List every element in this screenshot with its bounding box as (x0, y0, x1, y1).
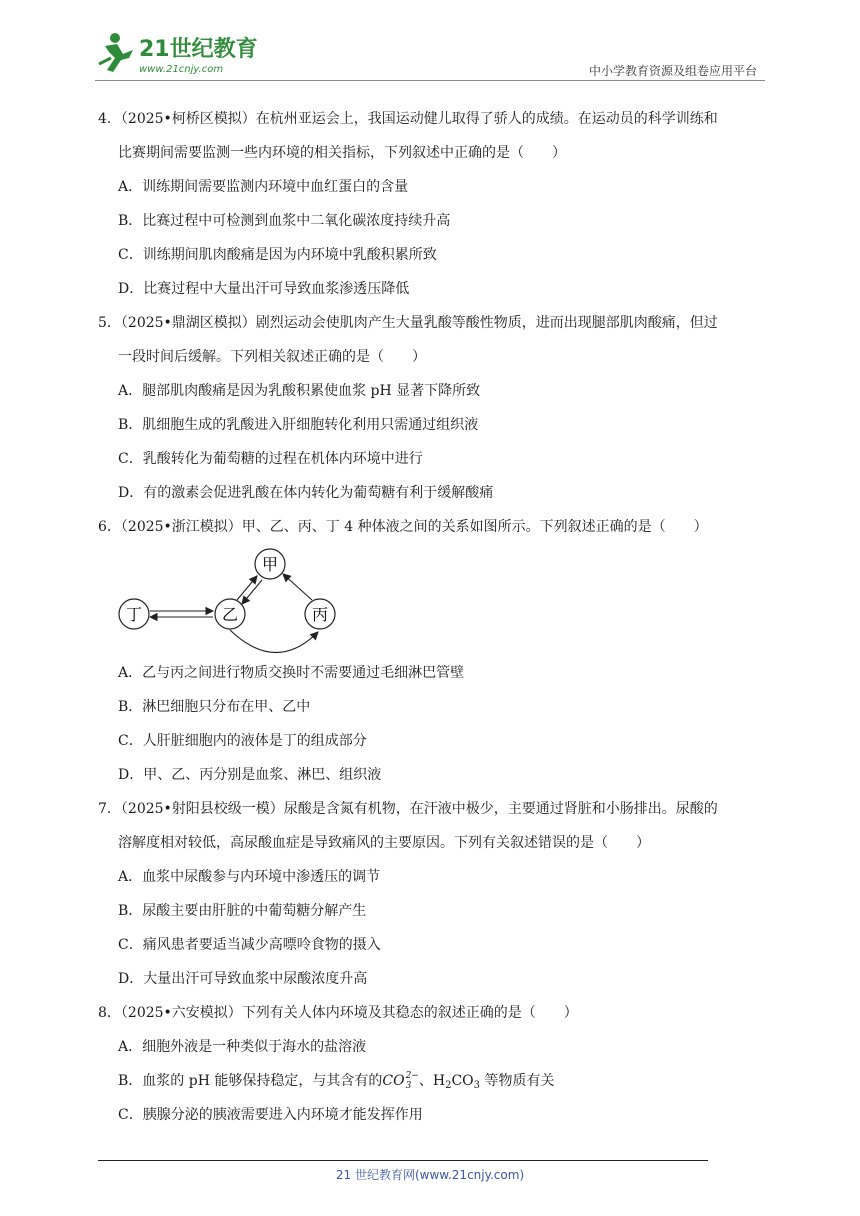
option-a: A．腿部肌肉酸痛是因为乳酸积累使血浆 pH 显著下降所致 (118, 383, 481, 399)
option-a: A．乙与丙之间进行物质交换时不需要通过毛细淋巴管壁 (118, 665, 465, 681)
header-divider (95, 80, 765, 81)
page-header (95, 28, 765, 80)
option-d: D．比赛过程中大量出汗可导致血浆渗透压降低 (118, 281, 410, 297)
logo-url: www.21cnjy.com (139, 64, 224, 75)
question-5 (98, 306, 766, 510)
question-stem: 6．（2025•浙江模拟）甲、乙、丙、丁 4 种体液之间的关系如图所示。下列叙述正确的是（ ） (98, 519, 708, 535)
option-c: C．乳酸转化为葡萄糖的过程在机体内环境中进行 (118, 451, 423, 467)
option-c: C．人肝脏细胞内的液体是丁的组成部分 (118, 733, 367, 749)
svg-text:丁: 丁 (125, 605, 143, 624)
option-b: B．淋巴细胞只分布在甲、乙中 (118, 699, 311, 715)
option-d: D．大量出汗可导致血浆中尿酸浓度升高 (118, 971, 368, 987)
question-4 (98, 102, 766, 306)
option-a: A．细胞外液是一种类似于海水的盐溶液 (118, 1039, 367, 1055)
option-c: C．训练期间肌肉酸痛是因为内环境中乳酸积累所致 (118, 247, 437, 263)
option-b: B．肌细胞生成的乳酸进入肝细胞转化利用只需通过组织液 (118, 417, 479, 433)
question-stem: 7．（2025•射阳县校级一模）尿酸是含氮有机物，在汗液中极少，主要通过肾脏和小肠排出。尿酸的 (98, 801, 718, 817)
question-list (98, 102, 766, 1132)
svg-text:丙: 丙 (311, 605, 329, 624)
option-d: D．甲、乙、丙分别是血浆、淋巴、组织液 (118, 767, 382, 783)
logo-text: 21世纪教育 (139, 37, 258, 62)
arrow-yi-to-bing (230, 630, 318, 653)
footer-divider (98, 1160, 708, 1161)
site-logo (95, 28, 265, 76)
question-stem: 5．（2025•鼎湖区模拟）剧烈运动会使肌肉产生大量乳酸等酸性物质，进而出现腿部肌肉酸痛，但过 (98, 315, 718, 331)
option-c: C．胰腺分泌的胰液需要进入内环境才能发挥作用 (118, 1107, 423, 1123)
option-a: A．训练期间需要监测内环境中血红蛋白的含量 (118, 179, 409, 195)
svg-text:乙: 乙 (221, 605, 239, 624)
option-b: B．比赛过程中可检测到血浆中二氧化碳浓度持续升高 (118, 213, 451, 229)
question-stem: 溶解度相对较低，高尿酸血症是导致痛风的主要原因。下列有关叙述错误的是（ ） (118, 835, 650, 851)
option-a: A．血浆中尿酸参与内环境中渗透压的调节 (118, 869, 381, 885)
node-jia (255, 549, 285, 579)
page-footer: 21 世纪教育网(www.21cnjy.com) (335, 1168, 525, 1182)
node-yi (215, 599, 245, 629)
question-7 (98, 792, 766, 996)
option-c: C．痛风患者要适当减少高嘌呤食物的摄入 (118, 937, 381, 953)
option-d: D．有的激素会促进乳酸在体内转化为葡萄糖有利于缓解酸痛 (118, 485, 494, 501)
option-b: B．血浆的 pH 能够保持稳定，与其含有的CO 2− 3 、$H_2CO_3$ 等物质有关 (118, 1071, 555, 1091)
question-stem: 一段时间后缓解。下列相关叙述正确的是（ ） (118, 349, 426, 365)
arrow-jia-to-yi (242, 580, 262, 604)
arrow-bing-to-jia (283, 574, 312, 600)
option-b: B．尿酸主要由肝脏的中葡萄糖分解产生 (118, 903, 367, 919)
arrow-yi-to-jia (237, 576, 257, 600)
question-6 (98, 510, 766, 792)
node-bing (305, 599, 335, 629)
question-stem: 8．（2025•六安模拟）下列有关人体内环境及其稳态的叙述正确的是（ ） (98, 1005, 578, 1021)
question-stem: 4．（2025•柯桥区模拟）在杭州亚运会上，我国运动健儿取得了骄人的成绩。在运动员的科学训练和 (98, 111, 718, 127)
carbonate-formula: CO 2− 3 (382, 1071, 419, 1091)
svg-text:甲: 甲 (261, 555, 279, 574)
platform-name: 中小学教育资源及组卷应用平台 (588, 64, 757, 78)
node-ding (119, 599, 149, 629)
body-fluid-diagram (98, 544, 766, 656)
question-stem: 比赛期间需要监测一些内环境的相关指标，下列叙述中正确的是（ ） (118, 145, 566, 161)
question-8 (98, 996, 766, 1132)
